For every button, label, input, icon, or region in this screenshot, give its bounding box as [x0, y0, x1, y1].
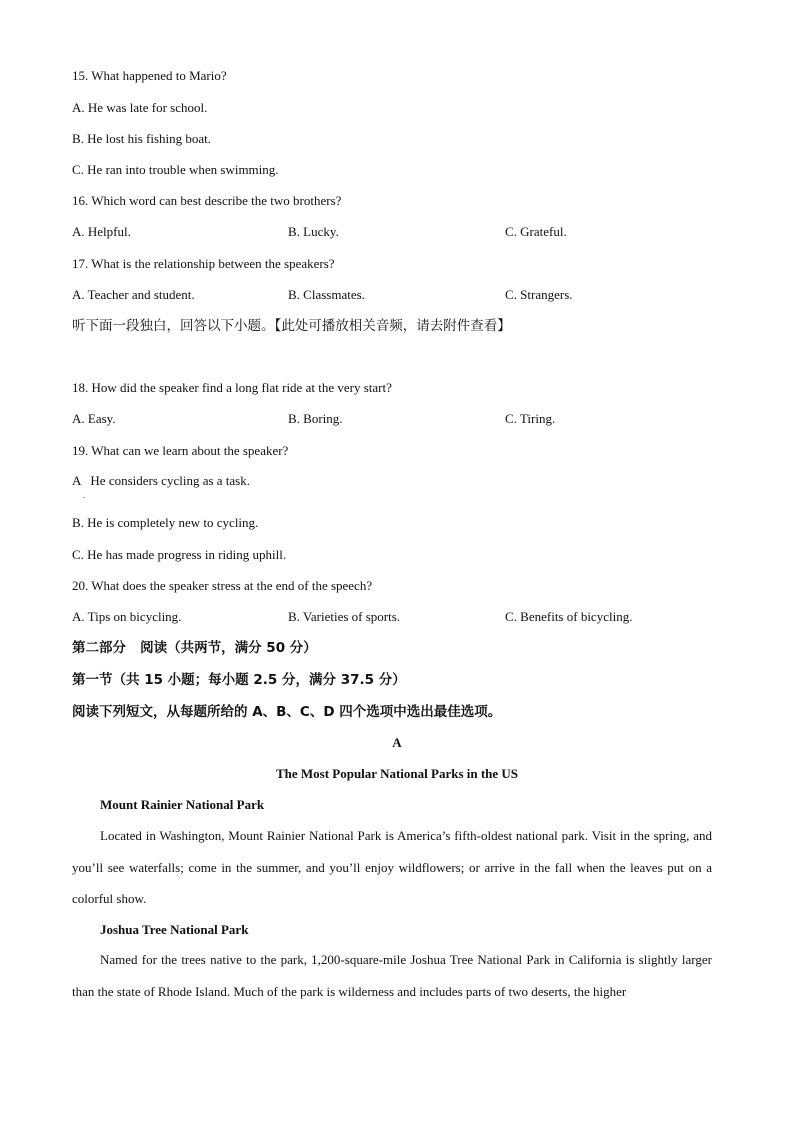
- option-18c: C. Tiring.: [505, 411, 556, 426]
- question-19: 19. What can we learn about the speaker?: [72, 443, 289, 458]
- option-18b: B. Boring.: [288, 411, 343, 426]
- option-17b: B. Classmates.: [288, 287, 365, 302]
- question-16: 16. Which word can best describe the two brothers?: [72, 193, 342, 208]
- park2-heading: Joshua Tree National Park: [100, 922, 249, 937]
- option-15c: C. He ran into trouble when swimming.: [72, 162, 279, 177]
- option-18a: A. Easy.: [72, 411, 116, 426]
- park1-paragraph: Located in Washington, Mount Rainier National Park is America’s fifth-oldest national park. Visit in the spring, and you’ll see waterfalls; come in the summer, and you’ll enjoy wildflowers; or arrive in the fall when the leaves put on a colorful show.: [72, 828, 712, 906]
- option-16a: A. Helpful.: [72, 224, 131, 239]
- option-20c: C. Benefits of bicycling.: [505, 609, 633, 624]
- option-19b: B. He is completely new to cycling.: [72, 515, 259, 530]
- monologue-instruction: 听下面一段独白，回答以下小题。【此处可播放相关音频，请去附件查看】: [72, 318, 511, 334]
- passage-title: The Most Popular National Parks in the US: [275, 766, 519, 781]
- option-16b: B. Lucky.: [288, 224, 339, 239]
- question-17: 17. What is the relationship between the speakers?: [72, 256, 335, 271]
- option-15b: B. He lost his fishing boat.: [72, 131, 212, 146]
- option-17a: A. Teacher and student.: [72, 287, 195, 302]
- passage-letter: A: [392, 735, 402, 750]
- option-15a: A. He was late for school.: [72, 100, 208, 115]
- reading-instruction: 阅读下列短文，从每题所给的 A、B、C、D 四个选项中选出最佳选项。: [72, 704, 502, 720]
- option-20a: A. Tips on bicycling.: [72, 609, 182, 624]
- section1-title: 第一节（共 15 小题；每小题 2.5 分，满分 37.5 分）: [72, 672, 406, 688]
- park1-heading: Mount Rainier National Park: [100, 797, 265, 812]
- question-18: 18. How did the speaker find a long flat ride at the very start?: [72, 380, 392, 395]
- option-19a: A He considers cycling as a task.: [72, 473, 250, 488]
- stray-dot-mark: .: [83, 491, 85, 500]
- part2-title: 第二部分 阅读（共两节，满分 50 分）: [72, 640, 317, 656]
- option-20b: B. Varieties of sports.: [288, 609, 401, 624]
- option-17c: C. Strangers.: [505, 287, 573, 302]
- option-16c: C. Grateful.: [505, 224, 567, 239]
- question-20: 20. What does the speaker stress at the end of the speech?: [72, 578, 373, 593]
- option-19c: C. He has made progress in riding uphill.: [72, 547, 287, 562]
- park2-paragraph: Named for the trees native to the park, 1,200-square-mile Joshua Tree National Park in California is slightly larger than the state of Rhode Island. Much of the park is wilderness and includes parts of two deserts, the higher: [72, 952, 712, 999]
- question-15: 15. What happened to Mario?: [72, 68, 227, 83]
